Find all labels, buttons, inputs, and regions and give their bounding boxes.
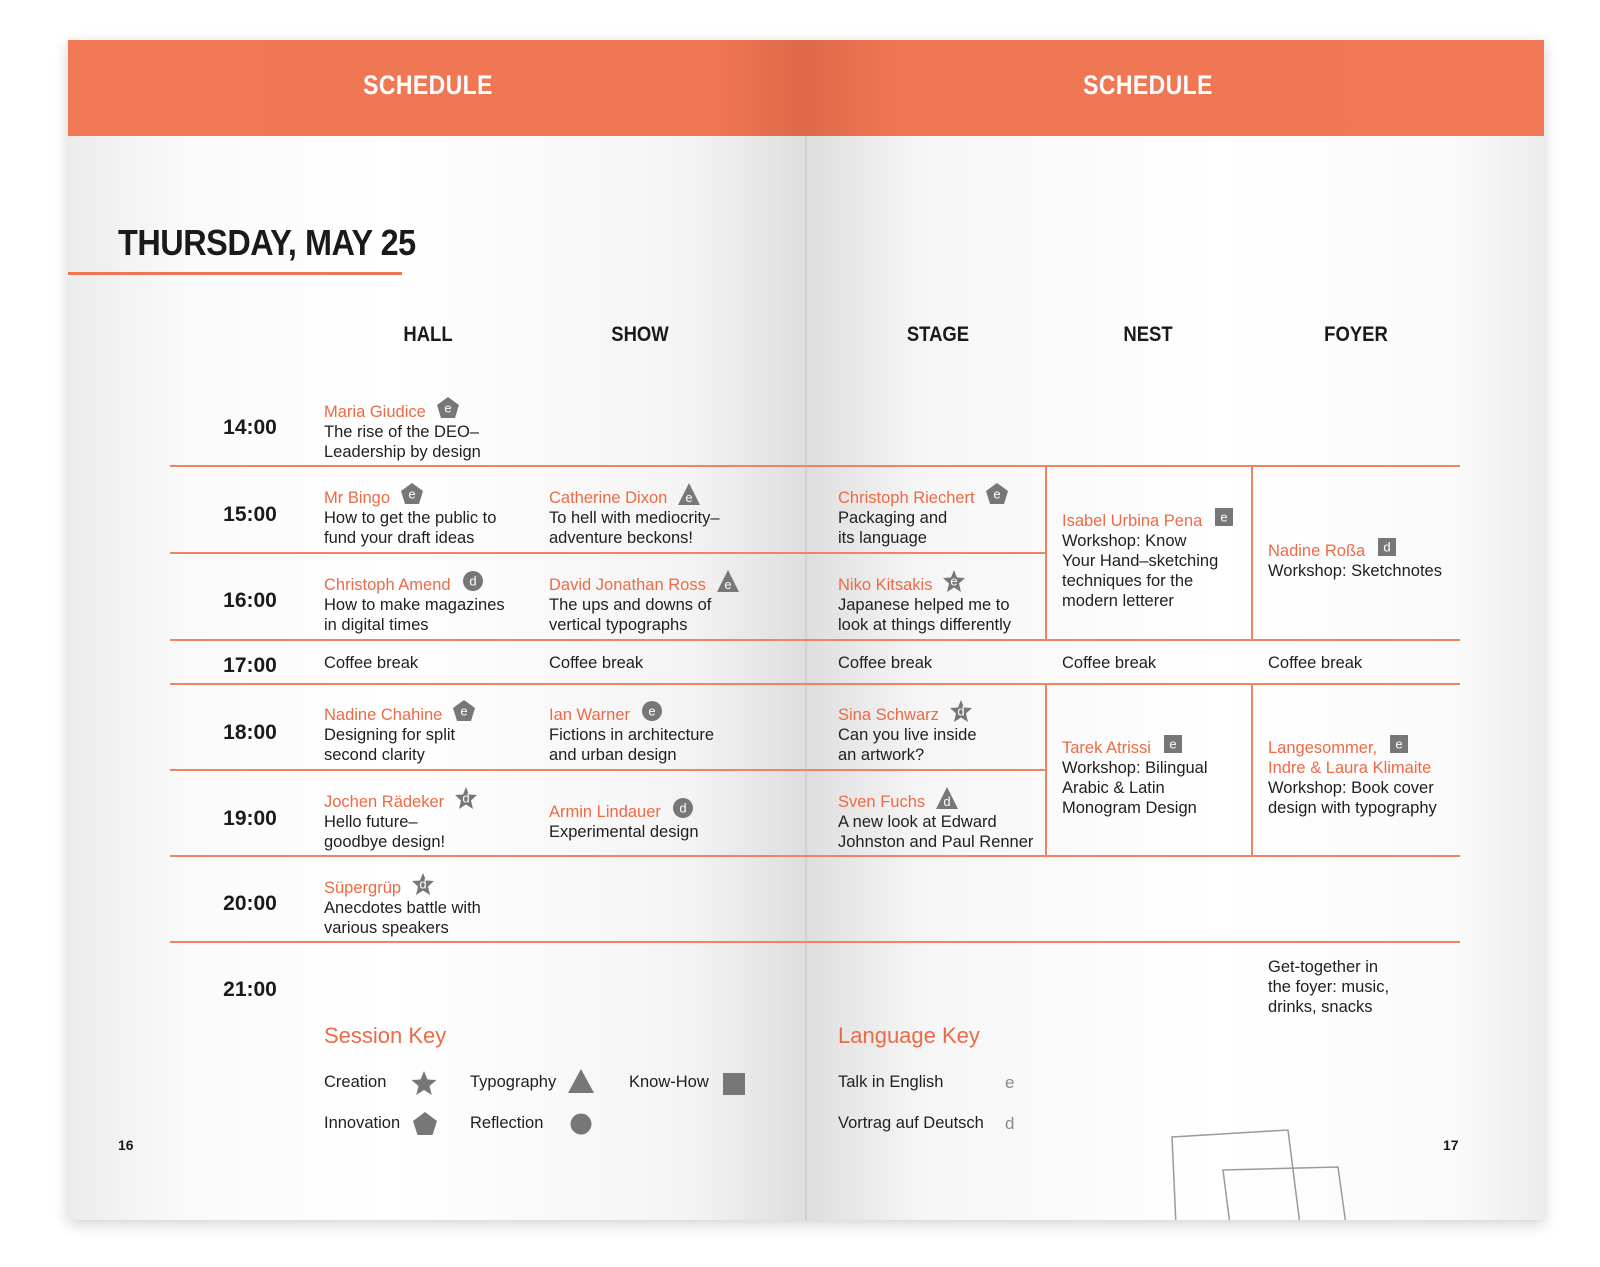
brochure-spread <box>68 40 1544 1220</box>
coffee-break-label: Coffee break <box>838 654 933 672</box>
get-together-note: Get-together in the foyer: music, drinks, snacks <box>1268 958 1390 1016</box>
session-cell[interactable] <box>549 796 699 842</box>
talk-title: The ups and downs of vertical typographs <box>549 596 712 634</box>
key-label-reflection: Reflection <box>470 1114 544 1132</box>
session-cell[interactable] <box>549 482 720 548</box>
coffee-break-label: Coffee break <box>549 654 644 672</box>
session-cell[interactable] <box>1062 505 1236 611</box>
column-divider <box>1045 683 1047 856</box>
session-cell[interactable] <box>324 569 505 635</box>
triangle-icon <box>677 482 701 506</box>
talk-title: Workshop: Book cover design with typography <box>1268 779 1437 817</box>
row-divider <box>170 552 1046 554</box>
talk-title: To hell with mediocrity– adventure beckons! <box>549 509 720 547</box>
key-label-typography: Typography <box>470 1073 557 1091</box>
talk-title: How to make magazines in digital times <box>324 596 505 634</box>
session-cell[interactable] <box>324 786 478 852</box>
speaker-name: David Jonathan Ross <box>549 576 706 594</box>
talk-title: A new look at Edward Johnston and Paul Renner <box>838 813 1034 851</box>
coffee-break-label: Coffee break <box>1062 654 1157 672</box>
session-cell[interactable] <box>324 396 481 462</box>
room-header-hall: HALL <box>403 323 453 346</box>
speaker-name: Sina Schwarz <box>838 706 939 724</box>
speaker-name: Langesommer, <box>1268 739 1378 757</box>
language-code: e <box>648 703 656 719</box>
key-label-english: Talk in English <box>838 1073 944 1091</box>
key-label-deutsch: Vortrag auf Deutsch <box>838 1114 984 1132</box>
language-code: d <box>957 703 965 719</box>
coffee-break-label: Coffee break <box>324 654 419 672</box>
column-divider <box>1045 465 1047 640</box>
star-icon <box>410 1069 438 1097</box>
language-code: e <box>993 486 1001 502</box>
speaker-name: Catherine Dixon <box>549 489 668 507</box>
pentagon-icon <box>985 482 1009 506</box>
row-divider <box>170 465 1460 467</box>
language-code: e <box>444 400 452 416</box>
row-divider <box>170 639 1460 641</box>
triangle-icon <box>716 569 740 593</box>
speaker-name: Isabel Urbina Pena <box>1062 512 1203 530</box>
session-cell[interactable] <box>838 786 1033 852</box>
talk-title: Hello future– goodbye design! <box>324 813 446 851</box>
circle-icon <box>640 699 664 723</box>
speaker-name: Indre & Laura Klimaite <box>1268 759 1432 777</box>
pentagon-icon <box>400 482 424 506</box>
decorative-line-shapes <box>1168 1125 1348 1220</box>
language-code: e <box>950 573 959 589</box>
square-icon <box>723 1073 745 1095</box>
column-divider <box>1251 465 1253 640</box>
row-divider <box>170 683 1460 685</box>
language-code: d <box>943 794 951 809</box>
language-code: d <box>468 573 477 589</box>
triangle-icon <box>935 786 959 810</box>
key-label-know-how: Know-How <box>629 1073 709 1091</box>
column-divider <box>1251 683 1253 856</box>
row-divider <box>170 855 1460 857</box>
session-cell[interactable] <box>1268 732 1437 818</box>
circle-icon <box>461 569 485 593</box>
session-cell[interactable] <box>838 699 977 765</box>
session-cell[interactable] <box>324 872 481 938</box>
circle-icon <box>671 796 695 820</box>
lang-code-english: e <box>1005 1073 1015 1092</box>
language-code: e <box>685 490 693 505</box>
speaker-name: Nadine Chahine <box>324 706 443 724</box>
time-label: 21:00 <box>223 978 277 1001</box>
language-code: e <box>460 703 468 719</box>
speaker-name: Nadine Roßa <box>1268 542 1366 560</box>
talk-title: Fictions in architecture and urban design <box>549 726 715 764</box>
day-heading: THURSDAY, MAY 25 <box>118 222 416 263</box>
pentagon-icon <box>412 1111 438 1137</box>
talk-title: Experimental design <box>549 823 699 841</box>
language-code: d <box>462 790 470 806</box>
speaker-name: Mr Bingo <box>324 489 391 507</box>
left-page-title: SCHEDULE <box>363 70 493 100</box>
talk-title: How to get the public to fund your draft ideas <box>324 509 497 547</box>
language-code: e <box>1220 509 1228 525</box>
language-code: d <box>419 876 427 892</box>
speaker-name: Tarek Atrissi <box>1062 739 1151 757</box>
session-cell[interactable] <box>549 699 714 765</box>
pentagon-icon <box>436 396 460 420</box>
speaker-name: Christoph Amend <box>324 576 451 594</box>
speaker-name: Armin Lindauer <box>549 803 661 821</box>
page-number-left: 16 <box>118 1137 134 1153</box>
lang-code-deutsch: d <box>1005 1114 1015 1133</box>
time-label: 15:00 <box>223 503 277 526</box>
circle-icon <box>570 1113 592 1135</box>
square-icon <box>1212 505 1236 529</box>
speaker-name: Christoph Riechert <box>838 489 975 507</box>
room-header-nest: NEST <box>1123 323 1173 346</box>
time-label: 18:00 <box>223 721 277 744</box>
square-icon <box>1387 732 1411 756</box>
speaker-name: Süpergrüp <box>324 879 402 897</box>
session-cell[interactable] <box>1268 535 1442 581</box>
day-heading-underline <box>68 272 402 275</box>
star-icon <box>942 569 966 593</box>
coffee-break-label: Coffee break <box>1268 654 1363 672</box>
time-label: 20:00 <box>223 892 277 915</box>
session-cell[interactable] <box>838 569 1011 635</box>
talk-title: Designing for split second clarity <box>324 726 456 764</box>
session-cell[interactable] <box>838 482 1009 548</box>
star-icon <box>949 699 973 723</box>
speaker-name: Jochen Rädeker <box>324 793 445 811</box>
row-divider <box>170 941 1460 943</box>
language-code: e <box>1395 736 1403 752</box>
header-band <box>68 40 1544 136</box>
right-page-title: SCHEDULE <box>1083 70 1213 100</box>
talk-title: The rise of the DEO– Leadership by design <box>324 423 481 461</box>
session-cell[interactable] <box>324 699 476 765</box>
session-cell[interactable] <box>549 569 740 635</box>
key-label-creation: Creation <box>324 1073 387 1091</box>
row-divider <box>170 769 1046 771</box>
triangle-icon <box>567 1067 595 1095</box>
room-header-show: SHOW <box>611 323 669 346</box>
speaker-name: Sven Fuchs <box>838 793 926 811</box>
square-icon <box>1375 535 1399 559</box>
talk-title: Workshop: Know Your Hand–sketching techniques for the modern letterer <box>1062 532 1219 610</box>
talk-title: Packaging and its language <box>838 509 948 547</box>
pentagon-icon <box>452 699 476 723</box>
time-label: 16:00 <box>223 589 277 612</box>
session-key-title: Session Key <box>324 1023 447 1048</box>
session-cell[interactable] <box>324 482 496 548</box>
language-code: d <box>679 800 687 816</box>
time-label: 14:00 <box>223 416 277 439</box>
key-label-innovation: Innovation <box>324 1114 401 1132</box>
time-label: 19:00 <box>223 807 277 830</box>
star-icon <box>411 872 435 896</box>
speaker-name: Maria Giudice <box>324 403 426 421</box>
square-icon <box>1161 732 1185 756</box>
session-cell[interactable] <box>1062 732 1208 818</box>
language-code: d <box>1383 539 1391 555</box>
language-key-title: Language Key <box>838 1023 980 1048</box>
talk-title: Japanese helped me to look at things differently <box>838 596 1012 634</box>
room-header-stage: STAGE <box>906 323 970 346</box>
talk-title: Anecdotes battle with various speakers <box>324 899 481 937</box>
language-code: e <box>1169 736 1177 752</box>
talk-title: Can you live inside an artwork? <box>838 726 977 764</box>
language-code: e <box>724 577 732 592</box>
star-icon <box>454 786 478 810</box>
talk-title: Workshop: Bilingual Arabic & Latin Monogram Design <box>1062 759 1208 817</box>
language-code: e <box>408 486 416 502</box>
talk-title: Workshop: Sketchnotes <box>1268 562 1442 580</box>
speaker-name: Niko Kitsakis <box>838 576 933 594</box>
page-number-right: 17 <box>1443 1137 1459 1153</box>
time-label: 17:00 <box>223 654 277 677</box>
speaker-name: Ian Warner <box>549 706 631 724</box>
room-header-foyer: FOYER <box>1324 323 1388 346</box>
page-gutter <box>805 136 807 1220</box>
